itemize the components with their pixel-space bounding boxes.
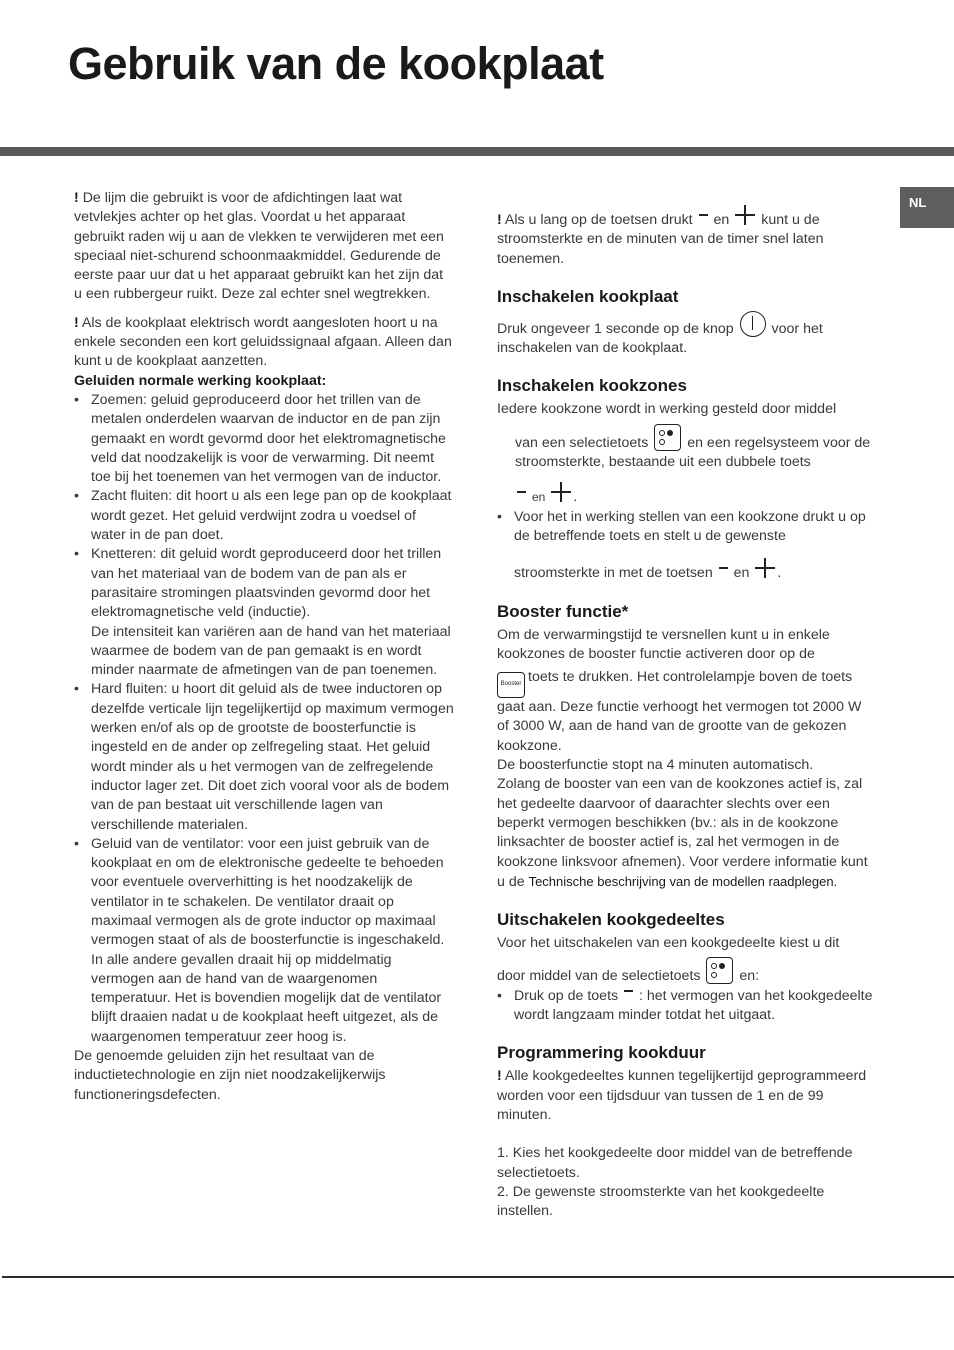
- footer-rule: [2, 1276, 954, 1278]
- connection-warning-text: Als de kookplaat elektrisch wordt aangesloten hoort u na enkele seconden een kort geluidssignaal afgaan. Alleen dan kunt u de kookplaat aanzetten.: [74, 314, 452, 370]
- booster-auto-stop: De boosterfunctie stopt na 4 minuten automatisch.: [497, 757, 814, 774]
- booster-text: [497, 626, 875, 665]
- minus-icon: [699, 214, 708, 216]
- bullet-dot: •: [74, 546, 79, 563]
- connection-warning: [74, 314, 454, 372]
- conjunction: en: [713, 212, 730, 228]
- text: Zolang de booster van een van de kookzones actief is, zal het gedeelte daarvoor of daarachter slechts over een beperkt vermogen beschikken (bv.: als in de kookzone linksachter de booster actief is, zal het vermogen in de kookzone linksvoor afnemen). Voor verdere informatie kunt u de: [497, 776, 868, 890]
- minus-icon: [719, 567, 728, 569]
- bullet-text: Zacht fluiten: dit hoort u als een lege pan op de kookplaat wordt gezet. Het geluid verdwijnt zodra u voedsel of water in de pan doet.: [91, 488, 452, 544]
- list-item: [74, 835, 454, 1047]
- text: en:: [739, 968, 760, 985]
- text: .: [777, 565, 782, 582]
- selector-icon: [706, 957, 733, 984]
- warning-mark: !: [497, 1068, 502, 1085]
- conjunction: en: [733, 565, 750, 582]
- bullet-dot: •: [74, 835, 79, 852]
- warning-mark: !: [497, 212, 502, 228]
- conjunction: en: [531, 490, 546, 505]
- plus-icon: [551, 482, 571, 502]
- bullet-text: Knetteren: dit geluid wordt geproduceerd door het trillen van het materiaal van de bodem van de pan als er parasitaire stromingen plaatsvinden gevormd door het elektromagnetische veld (inductie).: [91, 546, 442, 621]
- switch-off-text: Voor het uitschakelen van een kookgedeelte kiest u dit: [497, 935, 840, 952]
- heading-switch-on-zones: Inschakelen kookzones: [497, 376, 687, 396]
- heading-booster: Booster functie*: [497, 601, 629, 621]
- text: Iedere kookzone wordt in werking gesteld door middel: [497, 401, 837, 418]
- bullet-text: Geluid van de ventilator: voor een juist gebruik van de kookplaat en om de elektronische gedeelte te behoeden voor eventuele oververhitting is het noodzakelijk de ventilator in te schakelen. De ventilator draait op maximaal vermogen als de grote inductor op maximaal vermogen staat of als de boosterfunctie is ingeschakeld. In alle andere gevallen draait hij op middelmatig vermogen aan de hand van de waargenomen temperatuur. Het is bovendien mogelijk dat de ventilator blijft draaien nadat u de kookplaat heeft uitgezet, als de waargenomen temperatuur zeer hoog is.: [91, 835, 445, 1045]
- list-item: [74, 680, 454, 834]
- selector-icon: [654, 424, 681, 451]
- list-item: [497, 508, 875, 584]
- long-press-text: kunt u de stroomsterkte en de minuten van de timer snel laten toenemen.: [497, 212, 824, 267]
- text: Alle kookgedeeltes kunnen tegelijkertijd geprogrammeerd worden voor een tijdsduur van tussen de 1 en de 99 minuten.: [497, 1068, 867, 1123]
- text: Om de verwarmingstijd te versnellen kunt u in enkele kookzones de booster functie activeren door op de: [497, 626, 830, 662]
- list-item: [74, 391, 454, 487]
- programming-step-1: 1. Kies het kookgedeelte door middel van de betreffende selectietoets.: [497, 1145, 853, 1181]
- bullet-dot: •: [74, 681, 79, 698]
- booster-text-2: [497, 668, 875, 756]
- booster-limit: [497, 775, 875, 892]
- right-column: [497, 205, 875, 1221]
- programming-step-2: 2. De gewenste stroomsterkte van het kookgedeelte instellen.: [497, 1183, 825, 1220]
- page-title: Gebruik van de kookplaat: [68, 38, 604, 89]
- bullet-text: Zoemen: geluid geproduceerd door het trillen van de metalen onderdelen waarvan de inductor en de pan zijn gemaakt en wordt gevormd door het elektromagnetische veld dat noodzakelijk is voor de verwarming. Dit neemt toe bij het toenemen van het vermogen van de inductor.: [91, 391, 446, 486]
- switch-off-text-2: [497, 957, 875, 986]
- list-item: [497, 987, 875, 1026]
- sounds-closing: De genoemde geluiden zijn het resultaat van de inductietechnologie en zijn niet noodzakelijkerwijs functioneringsdefecten.: [74, 1048, 386, 1103]
- power-icon: [740, 311, 766, 337]
- text: door middel van de selectietoets: [497, 968, 701, 985]
- heading-programming: Programmering kookduur: [497, 1043, 706, 1063]
- text: toets te drukken. Het controlelampje boven de toets gaat aan. Deze functie verhoogt het vermogen tot 2000 W of 3000 W, aan de hand van de grootte van de gekozen kookzone.: [497, 669, 862, 754]
- switch-on-hob-text: [497, 311, 875, 359]
- heading-switch-on-hob: Inschakelen kookplaat: [497, 286, 679, 306]
- long-press-note: [497, 205, 875, 269]
- bullet-text: : het vermogen van het kookgedeelte wordt langzaam minder totdat het uitgaat.: [514, 987, 873, 1024]
- text: stroomsterkte in met de toetsen: [514, 565, 713, 582]
- glue-warning: [74, 189, 454, 305]
- bullet-text: Hard fluiten: u hoort dit geluid als de twee inductoren op dezelfde verticale lijn tegelijkertijd op maximum vermogen werken en/of als op de grootste de boosterfunctie is ingesteld en de ander op zelfregeling staat. Het geluid wordt minder als u het vermogen van de zelfregelende inductor lager zet. Dit doet zich vooral voor als de bodem van de pan bestaat uit verschillende lagen van verschillende materialen.: [91, 681, 454, 833]
- sounds-subheading: Geluiden normale werking kookplaat:: [74, 372, 327, 389]
- minus-icon: [517, 491, 526, 493]
- bullet-text: Voor het in werking stellen van een kookzone drukt u op de betreffende toets en stelt u de gewenste: [514, 508, 866, 544]
- switch-on-zones-text: [497, 400, 875, 419]
- bullet-text: Druk op de toets: [514, 987, 619, 1004]
- plus-icon: [755, 558, 775, 578]
- warning-mark: !: [74, 314, 79, 331]
- bullet-text-2: [514, 558, 875, 583]
- switch-on-zones-keys: [497, 482, 875, 507]
- long-press-text: Als u lang op de toetsen drukt: [504, 212, 693, 228]
- text: en een regelsysteem voor de stroomsterkte, bestaande uit een dubbele toets: [515, 434, 871, 471]
- text: Druk ongeveer 1 seconde op de knop: [497, 320, 734, 337]
- bullet-dot: •: [74, 391, 79, 408]
- list-item: [74, 545, 454, 680]
- glue-warning-text: De lijm die gebruikt is voor de afdichtingen laat wat vetvlekjes achter op het glas. Voordat u het apparaat gebruikt raden wij u aan de vlekken te verwijderen met een speciaal niet-schurend schoonmaakmiddel. Gedurende de eerste paar uur dat u het apparaat gebruikt kan het zijn dat u een rubbergeur ruikt. Deze zal echter snel wegtrekken.: [74, 190, 444, 303]
- minus-icon: [624, 990, 633, 992]
- text: van een selectietoets: [515, 434, 649, 451]
- bullet-dot: •: [497, 508, 502, 525]
- programming-text: [497, 1067, 875, 1125]
- heading-switch-off: Uitschakelen kookgedeeltes: [497, 910, 725, 930]
- switch-on-zones-text-2: [497, 424, 875, 473]
- plus-icon: [735, 205, 755, 225]
- header-rule: [0, 147, 954, 156]
- warning-mark: !: [74, 190, 79, 206]
- technical-reference: Technische beschrijving van de modellen raadplegen.: [528, 873, 838, 889]
- list-item: [74, 487, 454, 545]
- left-column: [74, 189, 454, 1105]
- text: voor het inschakelen van de kookplaat.: [497, 320, 823, 357]
- bullet-dot: •: [497, 987, 502, 1004]
- text: .: [573, 489, 578, 506]
- language-tab: NL: [900, 187, 954, 228]
- bullet-dot: •: [74, 488, 79, 505]
- bullet-extra-text: De intensiteit kan variëren aan de hand van het materiaal waarmee de bodem van de pan gemaakt is en wordt minder naarmate de afmetingen van de pan toenemen.: [91, 623, 451, 679]
- booster-icon: Booster: [497, 672, 525, 698]
